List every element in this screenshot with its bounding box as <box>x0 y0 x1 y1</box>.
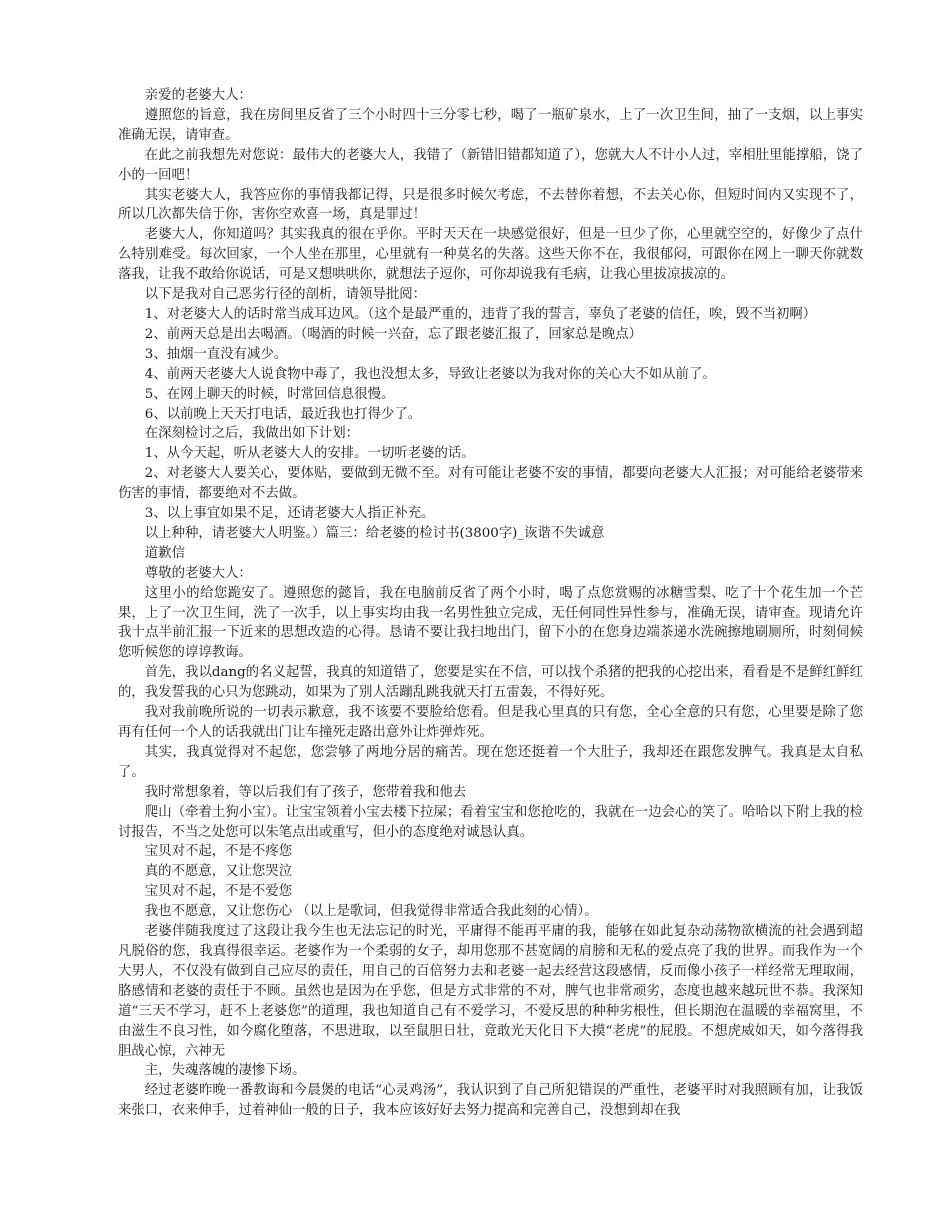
paragraph: 以上种种，请老婆大人明鉴。）篇三：给老婆的检讨书(3800字)_诙谐不失诚意 <box>144 525 605 541</box>
paragraph: 1、从今天起，听从老婆大人的安排。一切听老婆的话。 <box>144 446 475 462</box>
paragraph: 老婆伴随我度过了这段让我今生也无法忘记的时光，平庸得不能再平庸的我，能够在如此复杂动荡物欲横流的社会遇到超凡脱俗的您，我真得很幸运。老婆作为一个柔弱的女子，却用您那不甚宽阔的肩膀和无私的爱点亮了我的世界。而我作为一个大男人，不仅没有做到自己应尽的责任，用自己的百倍努力去和老婆一起去经营这段感情，反而像小孩子一样经常无理取闹，胳感情和老婆的责任于不顾。虽然也是因为在乎您，但是方式非常的不对，脾气也非常顽劣，态度也越来越玩世不恭。我深知道“三天不学习，赶不上老婆您”的道理，我也知道自己有不爱学习，不爱反思的种种劣根性，但长期泡在温暖的幸福窝里，不由滋生不良习性，如今腐化堕落，不思进取，以至鼠胆日壮，竟敢光天化日下大摸“老虎”的屁股。不想虎威如天，如今落得我胆战心惊，六神无 <box>118 924 863 1059</box>
paragraph: 老婆大人，你知道吗？其实我真的很在乎你。平时天天在一块感觉很好，但是一旦少了你，心里就空空的，好像少了点什么特别难受。每次回家，一个人坐在那里，心里就有一种莫名的失落。这些天你不在，我很郁闷，可跟你在网上一聊天你就数落我，让我不敢给你说话，可是又想哄哄你，就想法子逗你，可你却说我有毛病，让我心里拔凉拔凉的。 <box>118 227 863 283</box>
paragraph: 我时常想象着，等以后我们有了孩子，您带着我和他去 <box>144 784 467 800</box>
paragraph: 其实老婆大人，我答应你的事情我都记得，只是很多时候欠考虑，不去替你着想，不去关心你，但短时间内又实现不了，所以几次都失信于你，害你空欢喜一场，真是罪过！ <box>118 187 863 223</box>
paragraph: 道歉信 <box>144 545 185 561</box>
paragraph: 3、以上事宜如果不足，还请老婆大人指正补充。 <box>144 506 435 522</box>
paragraph: 亲爱的老婆大人： <box>144 88 252 103</box>
paragraph: 6、以前晚上天天打电话，最近我也打得少了。 <box>144 406 422 422</box>
paragraph: 爬山（牵着土狗小宝）。让宝宝领着小宝去楼下拉屎；看着宝宝和您抢吃的，我就在一边会心的笑了。哈哈以下附上我的检讨报告，不当之处您可以朱笔点出或重写，但小的态度绝对诚恳认真。 <box>118 804 863 840</box>
paragraph: 4、前两天老婆大人说食物中毒了，我也没想太多，导致让老婆以为我对你的关心大不如从前了。 <box>144 366 716 382</box>
paragraph: 2、对老婆大人要关心，要体贴，要做到无微不至。对有可能让老婆不安的事情，都要向老婆大人汇报；对可能给老婆带来伤害的事情，都要绝对不去做。 <box>118 466 864 502</box>
paragraph: 在深刻检讨之后，我做出如下计划： <box>144 426 360 442</box>
paragraph: 在此之前我想先对您说：最伟大的老婆大人，我错了（新错旧错都知道了），您就大人不计小人过，宰相肚里能撑船，饶了小的一回吧！ <box>118 147 863 183</box>
paragraph: 5、在网上聊天的时候，时常回信息很慢。 <box>144 386 395 402</box>
paragraph: 尊敬的老婆大人： <box>144 565 252 581</box>
paragraph: 首先，我以dang的名义起誓，我真的知道错了，您要是实在不信，可以找个杀猪的把我的心挖出来，看看是不是鲜红鲜红的，我发誓我的心只为您跳动，如果为了别人活蹦乱跳我就天打五雷轰，不得好死。 <box>118 665 863 701</box>
paragraph: 我对我前晚所说的一切表示歉意，我不该要不要脸给您看。但是我心里真的只有您，全心全意的只有您，心里要是除了您再有任何一个人的话我就出门让车撞死走路出意外让炸弹炸死。 <box>118 705 863 740</box>
paragraph: 经过老婆昨晚一番教诲和今晨煲的电话“心灵鸡汤”，我认识到了自己所犯错误的严重性，老婆平时对我照顾有加，让我饭来张口，衣来伸手，过着神仙一般的日子，我本应该好好去努力提高和完善自己，没想到却在我 <box>118 1083 863 1119</box>
paragraph: 这里小的给您跪安了。遵照您的懿旨，我在电脑前反省了两个小时，喝了点您赏赐的冰糖雪梨、吃了十个花生加一个芒果，上了一次卫生间，洗了一次手，以上事实均由我一名男性独立完成，无任何同性异性参与，准确无误，请审查。现请允许我十点半前汇报一下近来的思想改造的心得。恳请不要让我扫地出门，留下小的在您身边端茶递水洗碗擦地刷厕所，时刻伺候您听候您的谆谆教诲。 <box>118 585 863 661</box>
paragraph: 我也不愿意，又让您伤心 （以上是歌词，但我觉得非常适合我此刻的心情）。 <box>144 904 598 920</box>
paragraph: 2、前两天总是出去喝酒。（喝酒的时候一兴奋，忘了跟老婆汇报了，回家总是晚点） <box>144 326 643 342</box>
document-body <box>118 86 863 1121</box>
paragraph: 主，失魂落魄的凄惨下场。 <box>144 1063 306 1079</box>
paragraph: 真的不愿意，又让您哭泣 <box>144 864 293 880</box>
paragraph: 宝贝对不起，不是不爱您 <box>144 884 293 900</box>
paragraph: 宝贝对不起，不是不疼您 <box>144 844 293 860</box>
paragraph: 以下是我对自己恶劣行径的剖析，请领导批阅： <box>144 287 426 303</box>
paragraph: 遵照您的旨意，我在房间里反省了三个小时四十三分零七秒，喝了一瓶矿泉水，上了一次卫生间，抽了一支烟，以上事实准确无误，请审查。 <box>118 107 863 143</box>
paragraph: 3、抽烟一直没有减少。 <box>144 346 288 362</box>
paragraph: 其实，我真觉得对不起您，您尝够了两地分居的痛苦。现在您还挺着一个大肚子，我却还在跟您发脾气。我真是太自私了。 <box>118 744 863 780</box>
paragraph: 1、对老婆大人的话时常当成耳边风。（这个是最严重的，违背了我的誓言，辜负了老婆的信任，唉，毁不当初啊） <box>144 306 817 322</box>
